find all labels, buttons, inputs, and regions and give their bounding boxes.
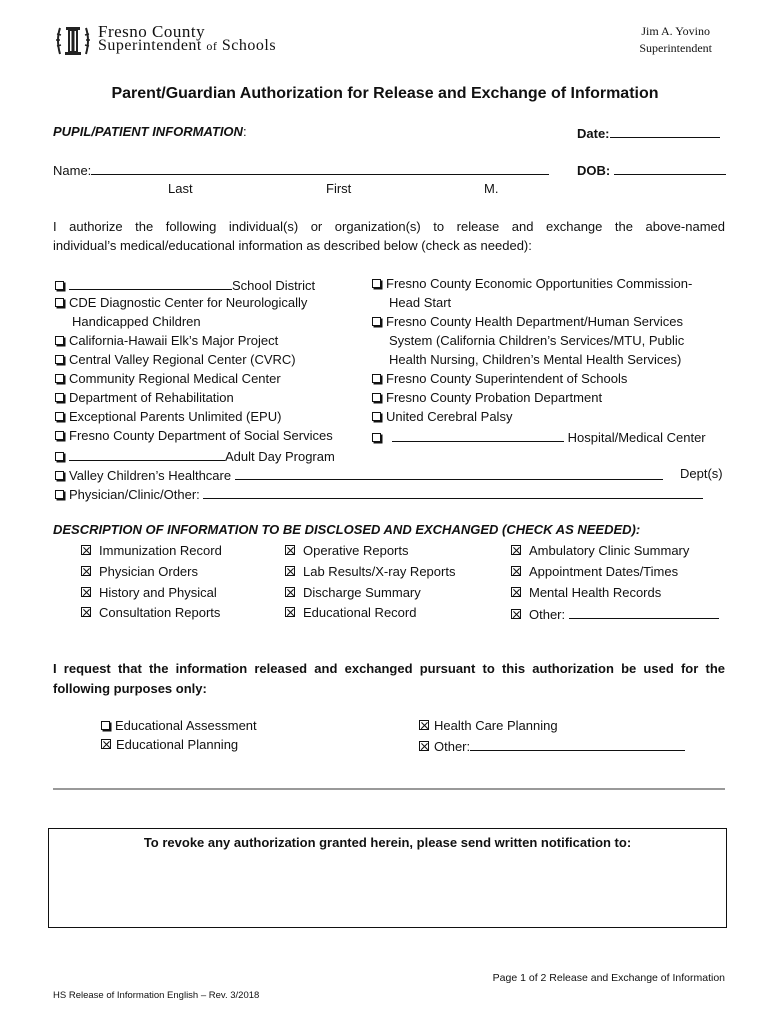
org-label: CDE Diagnostic Center for Neurologically [69,295,308,310]
checked-box-icon[interactable] [511,545,521,555]
org-health-dept-cont-2: Health Nursing, Children’s Mental Health Services) [389,352,682,367]
column-seal-icon [53,22,93,60]
date-label: Date: [577,126,610,141]
org-cde-diagnostic-cont: Handicapped Children [72,314,201,329]
info-label: Operative Reports [303,543,409,558]
date-field[interactable] [577,124,720,141]
checkbox[interactable] [55,281,64,290]
authorize-text-line-1: I authorize the following individual(s) or organization(s) to release and exchange the above-named [53,219,725,234]
info-appointment-dates[interactable] [511,564,678,579]
info-other[interactable] [511,605,719,622]
info-label: Educational Record [303,605,417,620]
dob-input-line[interactable] [614,161,726,175]
checkbox[interactable] [55,298,64,307]
org-cvrc[interactable] [55,352,296,367]
superintendent-title: Superintendent [639,41,712,55]
checkbox[interactable] [55,374,64,383]
org-label: Physician/Clinic/Other: [69,487,200,502]
checkbox[interactable] [55,490,64,499]
info-label: Ambulatory Clinic Summary [529,543,690,558]
name-sublabel-last: Last [168,181,193,196]
checkbox[interactable] [372,317,381,326]
org-probation[interactable] [372,390,602,405]
info-consultation-reports[interactable] [81,605,220,620]
info-educational-record[interactable] [285,605,416,620]
org-cde-diagnostic[interactable] [55,295,307,310]
revoke-text: To revoke any authorization granted herein, please send written notification to: [143,835,632,850]
authorize-text-line-2: individual’s medical/educational information as described below (check as needed): [53,238,532,253]
org-social-services[interactable] [55,428,333,443]
page-info: Page 1 of 2 Release and Exchange of Information [492,972,725,984]
logo-line-1: Fresno County [98,22,206,41]
section-divider [53,788,725,790]
checked-box-icon[interactable] [81,566,91,576]
org-label: Fresno County Superintendent of Schools [386,371,628,386]
info-label: Discharge Summary [303,585,421,600]
description-heading: DESCRIPTION OF INFORMATION TO BE DISCLOSED AND EXCHANGED (CHECK AS NEEDED): [53,522,641,537]
org-crmc[interactable] [55,371,281,386]
purpose-label: Educational Planning [116,737,239,752]
info-history-physical[interactable] [81,585,217,600]
checked-box-icon[interactable] [511,566,521,576]
hospital-input-line[interactable] [392,428,564,442]
purpose-educational-assessment[interactable] [101,718,257,733]
checked-box-icon[interactable] [81,545,91,555]
pupil-info-label: PUPIL/PATIENT INFORMATION [53,124,243,139]
org-label: Fresno County Health Department/Human Services [386,314,683,329]
pupil-info-colon: : [242,124,247,139]
purpose-label: Other: [434,739,471,754]
checkbox[interactable] [55,393,64,402]
org-label: Valley Children’s Healthcare [69,468,232,483]
org-label: Central Valley Regional Center (CVRC) [69,352,296,367]
org-label: United Cerebral Palsy [386,409,513,424]
org-ucp[interactable] [372,409,512,424]
info-label: Immunization Record [99,543,222,558]
info-label: Consultation Reports [99,605,221,620]
purpose-label: Health Care Planning [434,718,558,733]
org-fcss[interactable] [372,371,627,386]
dob-field[interactable] [577,161,726,178]
checkbox[interactable] [55,336,64,345]
org-label: Community Regional Medical Center [69,371,281,386]
checked-box-icon[interactable] [419,720,429,730]
org-valley-childrens[interactable] [55,466,663,483]
checkbox[interactable] [55,471,64,480]
info-physician-orders[interactable] [81,564,198,579]
info-immunization-record[interactable] [81,543,222,558]
org-physician[interactable] [55,485,703,502]
checkbox[interactable] [372,393,381,402]
checked-box-icon[interactable] [285,545,295,555]
org-adult-day[interactable] [55,447,335,464]
superintendent-block [639,24,712,56]
info-label: Physician Orders [99,564,198,579]
checkbox[interactable] [372,433,381,442]
checkbox[interactable] [55,355,64,364]
org-ca-hawaii[interactable] [55,333,278,348]
org-label: Hospital/Medical Center [567,430,706,445]
org-eoc-cont: Head Start [389,295,452,310]
org-dept-label: Dept(s) [680,466,723,481]
checkbox[interactable] [55,452,64,461]
org-label: Department of Rehabilitation [69,390,234,405]
org-health-dept-cont-1: System (California Children’s Services/MTU, Public [389,333,685,348]
name-label: Name: [53,163,92,178]
info-ambulatory-clinic[interactable] [511,543,689,558]
school-district-input-line[interactable] [69,276,232,290]
purpose-text-line-2: following purposes only: [53,681,207,696]
name-sublabel-first: First [326,181,352,196]
logo-line-2-c: Schools [221,37,277,54]
info-label: History and Physical [99,585,217,600]
checked-box-icon[interactable] [511,609,521,619]
org-label: Fresno County Economic Opportunities Commission- [386,276,693,291]
purpose-health-care-planning[interactable] [419,718,558,733]
org-label: Fresno County Probation Department [386,390,603,405]
adult-day-input-line[interactable] [69,447,225,461]
checked-box-icon[interactable] [419,741,429,751]
info-operative-reports[interactable] [285,543,409,558]
info-label: Other: [529,607,566,622]
org-label: Fresno County Department of Social Services [69,428,333,443]
pupil-info-heading [53,124,247,139]
dob-label: DOB: [577,163,611,178]
date-input-line[interactable] [610,124,720,138]
info-lab-results[interactable] [285,564,455,579]
physician-input-line[interactable] [203,485,703,499]
superintendent-name: Jim A. Yovino [641,24,711,38]
checkbox[interactable] [101,721,110,730]
info-label: Appointment Dates/Times [529,564,679,579]
checkbox[interactable] [372,279,381,288]
org-label: Adult Day Program [225,449,335,464]
checked-box-icon[interactable] [101,739,111,749]
checkbox[interactable] [372,412,381,421]
checkbox[interactable] [372,374,381,383]
logo-line-2-a: Superintendent [98,37,202,54]
name-field[interactable] [53,161,549,178]
purpose-educational-planning[interactable] [101,737,238,752]
revoke-box[interactable] [48,828,727,928]
checked-box-icon[interactable] [285,607,295,617]
revision-info: HS Release of Information English – Rev. 3/2018 [53,990,260,1001]
purpose-other[interactable] [419,737,685,754]
logo-line-2 [98,37,276,55]
info-label: Mental Health Records [529,585,662,600]
info-discharge-summary[interactable] [285,585,421,600]
info-label: Lab Results/X-ray Reports [303,564,456,579]
org-hospital[interactable] [372,428,706,445]
name-input-line[interactable] [91,161,549,175]
purpose-text-line-1: I request that the information released and exchanged pursuant to this authorization be used for the [53,661,725,676]
checkbox[interactable] [55,431,64,440]
checked-box-icon[interactable] [285,566,295,576]
logo-line-2-b: of [206,39,218,53]
info-mental-health[interactable] [511,585,661,600]
checked-box-icon[interactable] [285,587,295,597]
checked-box-icon[interactable] [81,607,91,617]
org-eoc[interactable] [372,276,692,291]
name-sublabel-middle: M. [484,181,499,196]
org-school-district[interactable] [55,276,315,293]
form-title: Parent/Guardian Authorization for Release and Exchange of Information [111,85,659,102]
checked-box-icon[interactable] [511,587,521,597]
org-rehab[interactable] [55,390,234,405]
org-health-dept[interactable] [372,314,683,329]
org-epu[interactable] [55,409,281,424]
valley-dept-input-line[interactable] [235,466,663,480]
org-label: California-Hawaii Elk’s Major Project [69,333,279,348]
org-label: Exceptional Parents Unlimited (EPU) [69,409,282,424]
purpose-label: Educational Assessment [115,718,257,733]
checkbox[interactable] [55,412,64,421]
org-label: School District [232,278,316,293]
checked-box-icon[interactable] [81,587,91,597]
purpose-other-input-line[interactable] [470,737,685,751]
info-other-input-line[interactable] [569,605,719,619]
